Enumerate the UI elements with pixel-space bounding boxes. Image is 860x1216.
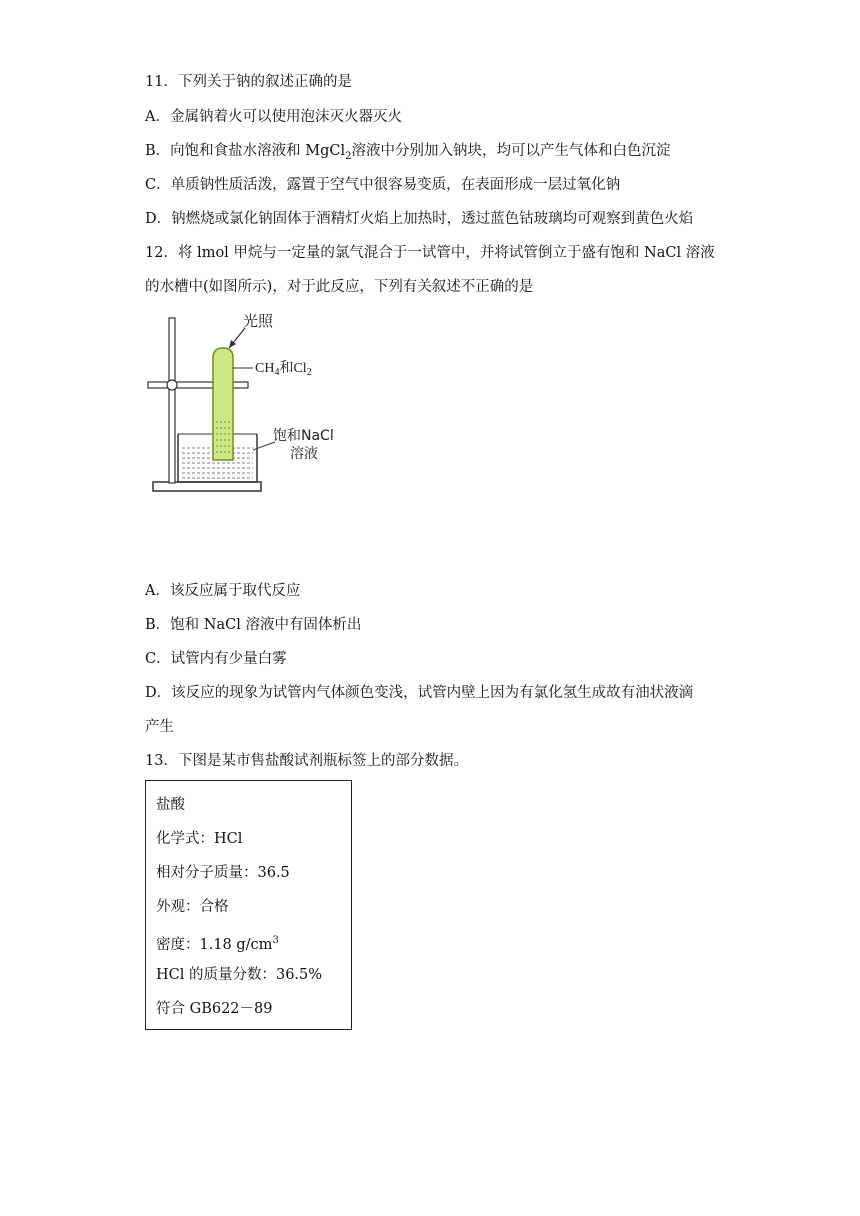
- label-name: 盐酸: [156, 797, 185, 813]
- label-density-text: 密度：1.18 g/cm: [156, 936, 273, 953]
- apparatus-figure: [145, 310, 380, 500]
- q12-option-c: C．试管内有少量白雾: [145, 651, 287, 667]
- q11-option-a: A．金属钠着火可以使用泡沫灭火器灭火: [145, 109, 402, 125]
- clamp-knob: [167, 380, 177, 390]
- label-formula: 化学式：HCl: [156, 831, 243, 847]
- label-standard: 符合 GB622－89: [156, 1001, 273, 1017]
- solution-label-line2: 溶液: [290, 446, 318, 462]
- q12-option-d-line1: D．该反应的现象为试管内气体颜色变浅，试管内壁上因为有氯化氢生成故有油状液滴: [145, 685, 694, 701]
- reagent-label-box: [145, 780, 352, 1030]
- test-tube: [213, 348, 233, 460]
- q12-stem-line1: 12．将 lmol 甲烷与一定量的氯气混合于一试管中，并将试管倒立于盛有饱和 NaCl 溶液: [145, 245, 715, 261]
- q11-option-b: [145, 141, 671, 167]
- gas-label: [255, 360, 312, 378]
- gas-and: 和Cl: [279, 361, 307, 376]
- q13-stem: 13．下图是某市售盐酸试剂瓶标签上的部分数据。: [145, 753, 468, 769]
- q12-option-d-line2: 产生: [145, 719, 174, 735]
- label-mass-fraction: HCl 的质量分数：36.5%: [156, 967, 323, 983]
- q11-option-d: D．钠燃烧或氯化钠固体于酒精灯火焰上加热时，透过蓝色钴玻璃均可观察到黄色火焰: [145, 211, 694, 227]
- label-molar-mass: 相对分子质量：36.5: [156, 865, 290, 881]
- light-label: 光照: [243, 312, 274, 330]
- label-density-sup: 3: [272, 935, 279, 946]
- gas-ch: CH: [255, 361, 275, 376]
- q11-option-c: C．单质钠性质活泼，露置于空气中很容易变质，在表面形成一层过氧化钠: [145, 177, 621, 193]
- q12-stem-line2: 的水槽中(如图所示)，对于此反应，下列有关叙述不正确的是: [145, 279, 534, 295]
- q11-option-b-post: 溶液中分别加入钠块，均可以产生气体和白色沉淀: [351, 143, 671, 159]
- stand-rod: [169, 318, 175, 483]
- q12-option-a: A．该反应属于取代反应: [145, 583, 301, 599]
- label-density: [156, 931, 279, 955]
- q11-stem: 11．下列关于钠的叙述正确的是: [145, 74, 352, 90]
- q11-option-b-sub: 2: [345, 150, 352, 162]
- label-appearance: 外观：合格: [156, 899, 229, 915]
- solution-label-line1: 饱和NaCl: [273, 428, 334, 444]
- gas-sub4: 4: [274, 367, 280, 378]
- q11-option-b-pre: B．向饱和食盐水溶液和 MgCl: [145, 143, 346, 159]
- q12-option-b: B．饱和 NaCl 溶液中有固体析出: [145, 617, 362, 633]
- gas-sub2: 2: [306, 367, 312, 378]
